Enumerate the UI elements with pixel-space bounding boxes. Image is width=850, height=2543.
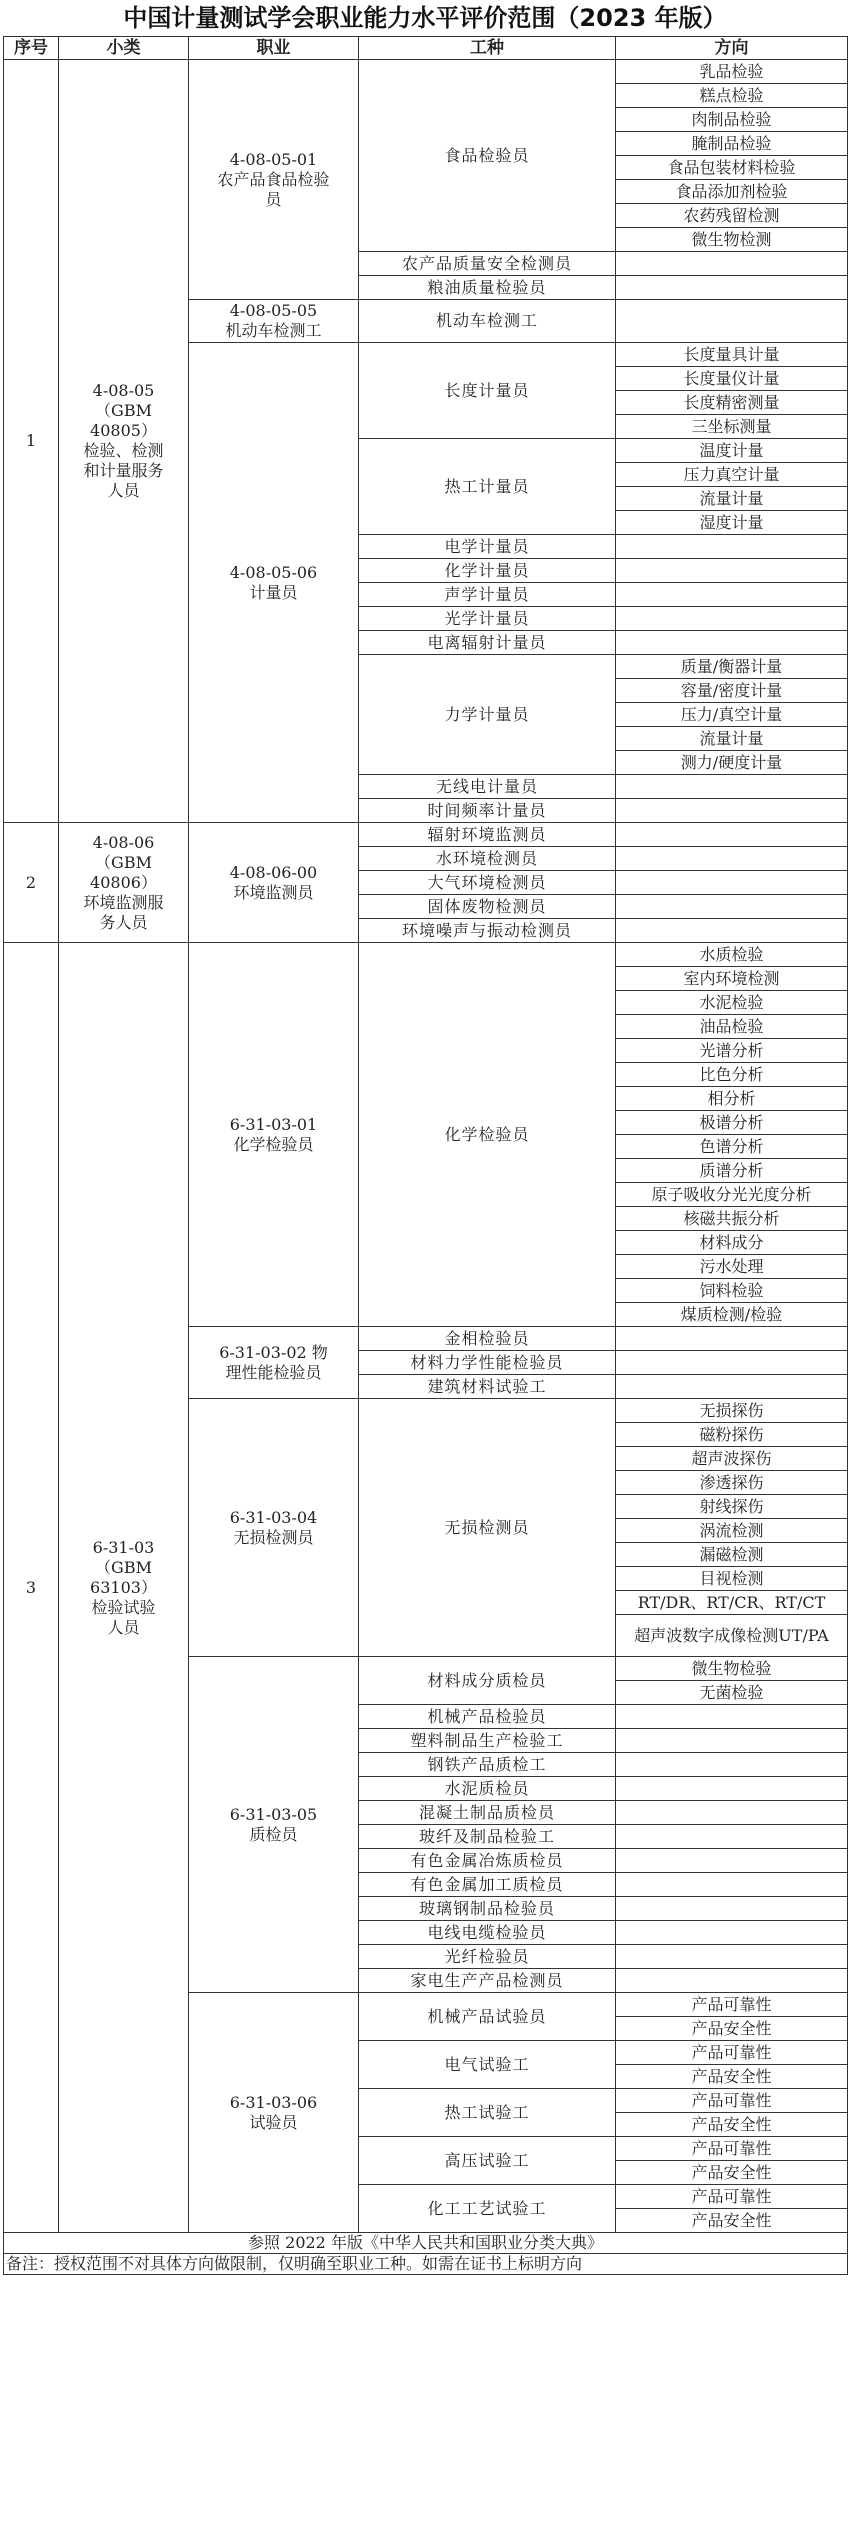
- direction-cell: 磁粉探伤: [616, 1423, 848, 1447]
- occupation-cell: [189, 343, 359, 823]
- subclass-cell-line: 4-08-06: [92, 832, 155, 852]
- job-type-cell: 材料力学性能检验员: [359, 1351, 616, 1375]
- job-type-cell: 电气试验工: [359, 2041, 616, 2089]
- job-type-cell: 机械产品试验员: [359, 1993, 616, 2041]
- occupation-cell: [189, 1399, 359, 1657]
- direction-cell: 乳品检验: [616, 60, 848, 84]
- section-number: 3: [4, 943, 59, 2233]
- job-type-cell: 塑料制品生产检验工: [359, 1729, 616, 1753]
- direction-cell: 食品包装材料检验: [616, 156, 848, 180]
- direction-cell: 肉制品检验: [616, 108, 848, 132]
- job-type-cell: 热工计量员: [359, 439, 616, 535]
- direction-cell: 涡流检测: [616, 1519, 848, 1543]
- job-type-cell: 力学计量员: [359, 655, 616, 775]
- direction-cell: 产品安全性: [616, 2017, 848, 2041]
- job-type-cell: 玻璃钢制品检验员: [359, 1897, 616, 1921]
- occupation-cell-line: 4-08-05-01: [229, 149, 318, 169]
- direction-cell: [616, 799, 848, 823]
- direction-cell: 温度计量: [616, 439, 848, 463]
- direction-cell: 三坐标测量: [616, 415, 848, 439]
- direction-cell: [616, 252, 848, 276]
- occupation-cell-line: 化学检验员: [233, 1134, 314, 1154]
- direction-cell: [616, 1945, 848, 1969]
- subclass-cell-line: （GBM: [95, 401, 152, 420]
- subclass-cell: [59, 943, 189, 2233]
- job-type-cell: 大气环境检测员: [359, 871, 616, 895]
- direction-cell: [616, 631, 848, 655]
- note-text: 备注：授权范围不对具体方向做限制，仅明确至职业工种。如需在证书上标明方向: [4, 2254, 848, 2275]
- job-type-cell: 金相检验员: [359, 1327, 616, 1351]
- job-type-cell: 机动车检测工: [359, 300, 616, 343]
- direction-cell: [616, 1729, 848, 1753]
- direction-cell: 极谱分析: [616, 1111, 848, 1135]
- job-type-cell: 机械产品检验员: [359, 1705, 616, 1729]
- direction-cell: [616, 1969, 848, 1993]
- job-type-cell: 时间频率计量员: [359, 799, 616, 823]
- subclass-cell: [59, 823, 189, 943]
- job-type-cell: 固体废物检测员: [359, 895, 616, 919]
- job-type-cell: 农产品质量安全检测员: [359, 252, 616, 276]
- table-row: [4, 60, 848, 84]
- direction-cell: 食品添加剂检验: [616, 180, 848, 204]
- direction-cell: RT/DR、RT/CR、RT/CT: [616, 1591, 848, 1615]
- job-type-cell: 长度计量员: [359, 343, 616, 439]
- direction-cell: 质量/衡器计量: [616, 655, 848, 679]
- occupation-cell-line: 农产品食品检验: [217, 169, 330, 189]
- subclass-cell-line: 人员: [107, 1617, 140, 1637]
- direction-cell: 产品安全性: [616, 2161, 848, 2185]
- direction-cell: [616, 823, 848, 847]
- direction-cell: 测力/硬度计量: [616, 751, 848, 775]
- direction-cell: 比色分析: [616, 1063, 848, 1087]
- job-type-cell: 水环境检测员: [359, 847, 616, 871]
- subclass-cell-line: （GBM: [95, 1557, 152, 1577]
- direction-cell: 容量/密度计量: [616, 679, 848, 703]
- direction-cell: 污水处理: [616, 1255, 848, 1279]
- table-body: [4, 60, 848, 2233]
- direction-cell: 农药残留检测: [616, 204, 848, 228]
- table-row: [4, 823, 848, 847]
- subclass-cell-line: 检验、检测: [83, 441, 164, 460]
- job-type-cell: 建筑材料试验工: [359, 1375, 616, 1399]
- direction-cell: 长度量具计量: [616, 343, 848, 367]
- job-type-cell: 材料成分质检员: [359, 1657, 616, 1705]
- occupation-cell-line: 试验员: [249, 2112, 298, 2132]
- occupation-cell: [189, 1993, 359, 2233]
- occupation-cell-line: 6-31-03-02 物: [219, 1342, 328, 1362]
- subclass-cell-line: 40805）: [90, 421, 157, 440]
- occupation-cell-line: 员: [265, 189, 282, 209]
- direction-cell: [616, 1921, 848, 1945]
- direction-cell: 原子吸收分光光度分析: [616, 1183, 848, 1207]
- direction-cell: [616, 1375, 848, 1399]
- direction-cell: 长度量仪计量: [616, 367, 848, 391]
- subclass-cell-line: 40806）: [90, 872, 157, 892]
- header-occupation: 职业: [189, 37, 359, 60]
- direction-cell: 产品可靠性: [616, 2041, 848, 2065]
- occupation-cell-line: 6-31-03-01: [229, 1114, 318, 1134]
- direction-cell: [616, 775, 848, 799]
- direction-cell: 超声波探伤: [616, 1447, 848, 1471]
- direction-cell: [616, 1897, 848, 1921]
- header-no: 序号: [4, 37, 59, 60]
- job-type-cell: 光学计量员: [359, 607, 616, 631]
- direction-cell: 漏磁检测: [616, 1543, 848, 1567]
- direction-cell: 质谱分析: [616, 1159, 848, 1183]
- direction-cell: [616, 1801, 848, 1825]
- direction-cell: 流量计量: [616, 487, 848, 511]
- direction-cell: 无损探伤: [616, 1399, 848, 1423]
- direction-cell: [616, 919, 848, 943]
- occupation-cell-line: 理性能检验员: [225, 1362, 322, 1382]
- direction-cell: [616, 871, 848, 895]
- subclass-cell-line: 务人员: [99, 912, 148, 932]
- job-type-cell: 化工工艺试验工: [359, 2185, 616, 2233]
- direction-cell: 产品可靠性: [616, 2089, 848, 2113]
- direction-cell: 糕点检验: [616, 84, 848, 108]
- direction-cell: [616, 1327, 848, 1351]
- document-title: 中国计量测试学会职业能力水平评价范围（2023 年版）: [123, 4, 727, 32]
- job-type-cell: 光纤检验员: [359, 1945, 616, 1969]
- direction-cell: 目视检测: [616, 1567, 848, 1591]
- occupation-cell-line: 机动车检测工: [225, 321, 322, 340]
- job-type-cell: 电学计量员: [359, 535, 616, 559]
- direction-cell: 产品可靠性: [616, 2185, 848, 2209]
- occupation-cell: [189, 943, 359, 1327]
- occupation-cell-line: 质检员: [249, 1824, 298, 1844]
- direction-cell: [616, 607, 848, 631]
- direction-cell: 压力真空计量: [616, 463, 848, 487]
- job-type-cell: 无线电计量员: [359, 775, 616, 799]
- occupation-cell: [189, 60, 359, 300]
- occupation-cell-line: 6-31-03-05: [229, 1804, 318, 1824]
- direction-cell: 室内环境检测: [616, 967, 848, 991]
- occupation-cell: [189, 300, 359, 343]
- occupation-cell-line: 4-08-05-06: [229, 562, 318, 582]
- section-number: 2: [4, 823, 59, 943]
- subclass-cell-line: 4-08-05: [92, 381, 155, 400]
- direction-cell: [616, 1777, 848, 1801]
- direction-cell: [616, 1873, 848, 1897]
- direction-cell: [616, 559, 848, 583]
- direction-cell: 产品安全性: [616, 2209, 848, 2233]
- header-job-type: 工种: [359, 37, 616, 60]
- subclass-cell-line: 检验试验: [91, 1597, 156, 1617]
- job-type-cell: 食品检验员: [359, 60, 616, 252]
- job-type-cell: 玻纤及制品检验工: [359, 1825, 616, 1849]
- job-type-cell: 水泥质检员: [359, 1777, 616, 1801]
- occupation-cell: [189, 1657, 359, 1993]
- direction-cell: [616, 535, 848, 559]
- subclass-cell: [59, 60, 189, 823]
- job-type-cell: 电线电缆检验员: [359, 1921, 616, 1945]
- occupation-cell: [189, 823, 359, 943]
- direction-cell: 光谱分析: [616, 1039, 848, 1063]
- subclass-cell-line: 环境监测服: [83, 892, 164, 912]
- note-row: [4, 2254, 848, 2275]
- direction-cell: 色谱分析: [616, 1135, 848, 1159]
- direction-cell: 湿度计量: [616, 511, 848, 535]
- job-type-cell: 有色金属加工质检员: [359, 1873, 616, 1897]
- header-direction: 方向: [616, 37, 848, 60]
- direction-cell: [616, 276, 848, 300]
- job-type-cell: 化学计量员: [359, 559, 616, 583]
- direction-cell: 饲料检验: [616, 1279, 848, 1303]
- direction-cell: 渗透探伤: [616, 1471, 848, 1495]
- direction-cell: [616, 895, 848, 919]
- header-subclass: 小类: [59, 37, 189, 60]
- job-type-cell: 有色金属冶炼质检员: [359, 1849, 616, 1873]
- direction-cell: 压力/真空计量: [616, 703, 848, 727]
- job-type-cell: 辐射环境监测员: [359, 823, 616, 847]
- direction-cell: 产品安全性: [616, 2113, 848, 2137]
- subclass-cell-line: （GBM: [95, 852, 152, 872]
- job-type-cell: 热工试验工: [359, 2089, 616, 2137]
- occupation-cell-line: 环境监测员: [233, 882, 314, 902]
- job-type-cell: 高压试验工: [359, 2137, 616, 2185]
- subclass-cell-line: 63103）: [90, 1577, 157, 1597]
- occupation-cell-line: 计量员: [249, 582, 298, 602]
- direction-cell: 微生物检验: [616, 1657, 848, 1681]
- direction-cell: 流量计量: [616, 727, 848, 751]
- direction-cell: 水质检验: [616, 943, 848, 967]
- occupation-cell-line: 4-08-05-05: [229, 301, 318, 320]
- reference-text: 参照 2022 年版《中华人民共和国职业分类大典》: [4, 2233, 848, 2254]
- job-type-cell: 钢铁产品质检工: [359, 1753, 616, 1777]
- direction-cell: [616, 583, 848, 607]
- direction-cell: 油品检验: [616, 1015, 848, 1039]
- direction-cell: 水泥检验: [616, 991, 848, 1015]
- direction-cell: 无菌检验: [616, 1681, 848, 1705]
- table-header-row: [4, 37, 848, 60]
- section-number: 1: [4, 60, 59, 823]
- subclass-cell-line: 6-31-03: [92, 1537, 155, 1557]
- occupation-cell-line: 6-31-03-04: [229, 1507, 318, 1527]
- direction-cell: 超声波数字成像检测UT/PA: [616, 1615, 848, 1657]
- job-type-cell: 家电生产产品检测员: [359, 1969, 616, 1993]
- job-type-cell: 环境噪声与振动检测员: [359, 919, 616, 943]
- direction-cell: 产品可靠性: [616, 2137, 848, 2161]
- direction-cell: [616, 1705, 848, 1729]
- direction-cell: [616, 1753, 848, 1777]
- direction-cell: [616, 1351, 848, 1375]
- job-type-cell: 声学计量员: [359, 583, 616, 607]
- direction-cell: 长度精密测量: [616, 391, 848, 415]
- occupation-cell-line: 4-08-06-00: [229, 862, 318, 882]
- job-type-cell: 电离辐射计量员: [359, 631, 616, 655]
- job-type-cell: 化学检验员: [359, 943, 616, 1327]
- subclass-cell-line: 和计量服务: [83, 461, 164, 480]
- table-row: [4, 943, 848, 967]
- job-type-cell: 粮油质量检验员: [359, 276, 616, 300]
- direction-cell: 相分析: [616, 1087, 848, 1111]
- occupation-cell-line: 无损检测员: [233, 1527, 314, 1547]
- job-type-cell: 无损检测员: [359, 1399, 616, 1657]
- direction-cell: [616, 1825, 848, 1849]
- direction-cell: 微生物检测: [616, 228, 848, 252]
- evaluation-scope-table: [3, 36, 848, 2275]
- direction-cell: [616, 300, 848, 343]
- reference-row: [4, 2233, 848, 2254]
- direction-cell: [616, 847, 848, 871]
- direction-cell: [616, 1849, 848, 1873]
- job-type-cell: 混凝土制品质检员: [359, 1801, 616, 1825]
- direction-cell: 煤质检测/检验: [616, 1303, 848, 1327]
- direction-cell: 核磁共振分析: [616, 1207, 848, 1231]
- direction-cell: 射线探伤: [616, 1495, 848, 1519]
- occupation-cell: [189, 1327, 359, 1399]
- occupation-cell-line: 6-31-03-06: [229, 2092, 318, 2112]
- direction-cell: 材料成分: [616, 1231, 848, 1255]
- subclass-cell-line: 人员: [107, 481, 140, 500]
- direction-cell: 产品安全性: [616, 2065, 848, 2089]
- direction-cell: 产品可靠性: [616, 1993, 848, 2017]
- direction-cell: 腌制品检验: [616, 132, 848, 156]
